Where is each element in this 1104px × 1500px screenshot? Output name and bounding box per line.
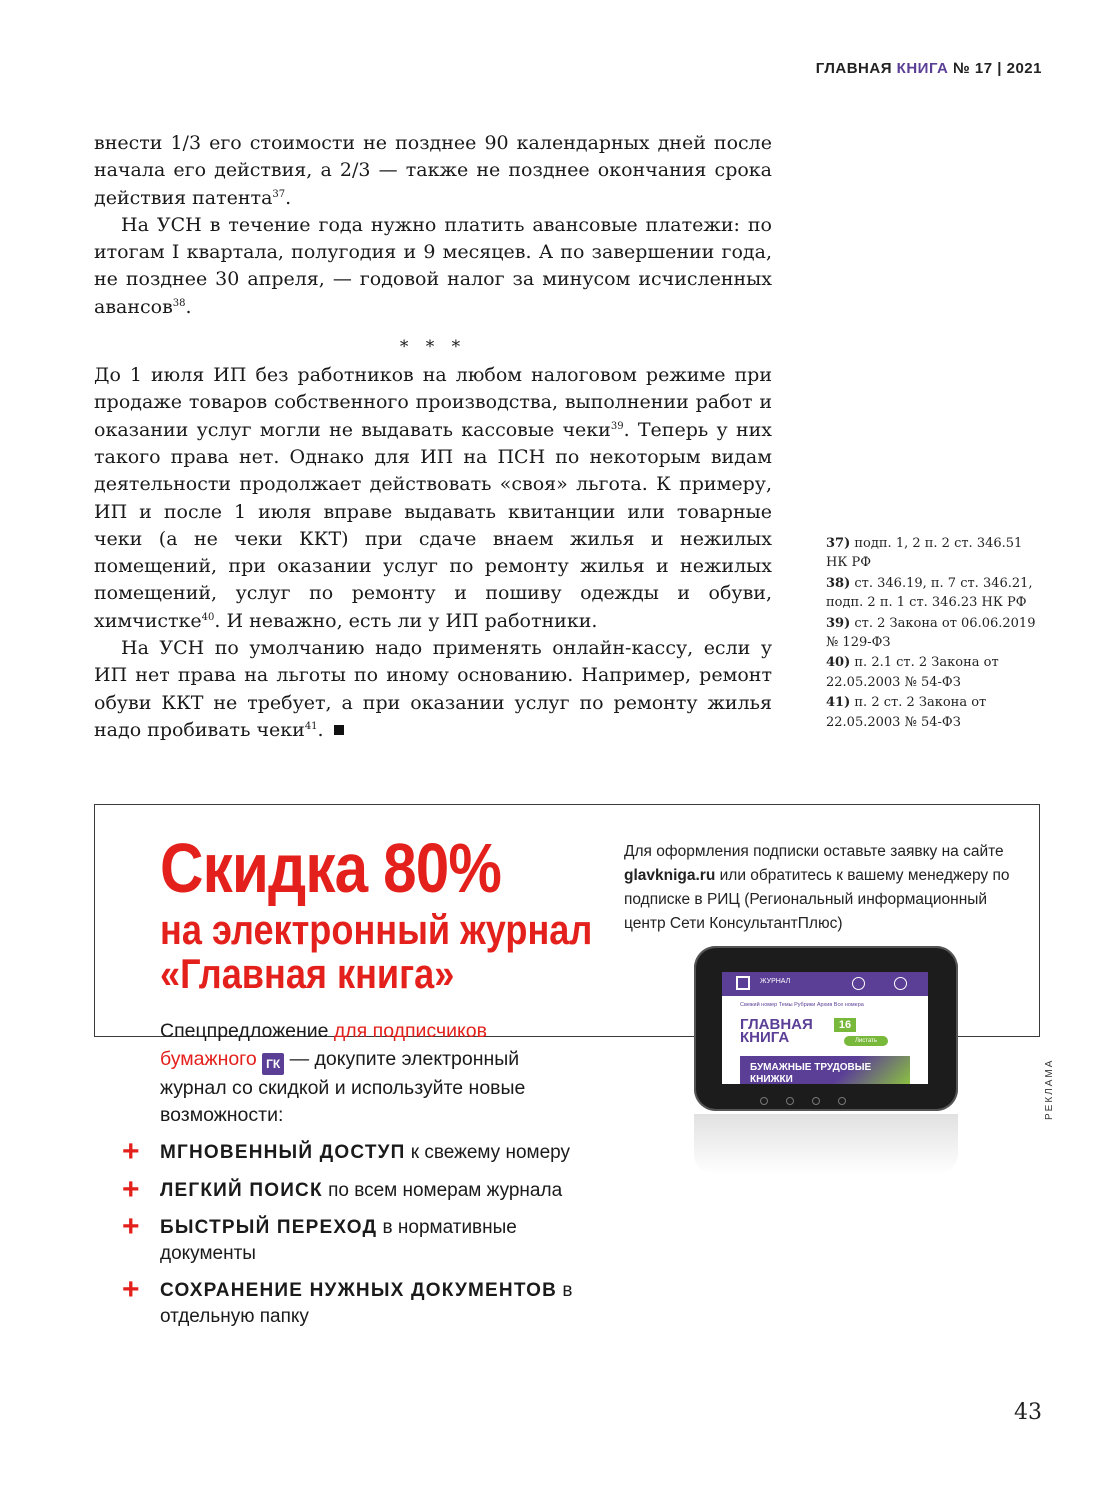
tablet-screen <box>722 972 928 1084</box>
paragraph-1-text: внести 1/3 его стоимости не позднее 90 календарных дней после начала его действия, а 2/3 — также не позднее окончания срока действия патента <box>94 132 772 209</box>
paragraph-4-text: На УСН по умолчанию надо применять онлайн-кассу, если у ИП нет права на льготы по иному основанию. Например, ремонт обуви ККТ не требует, а при оказании услуг по ремонту жилья надо пробивать чеки <box>94 637 772 741</box>
section-separator: * * * <box>399 337 467 358</box>
home-icon <box>736 976 750 990</box>
feature-desc: к свежему номеру <box>410 1142 570 1163</box>
screen-logo-line2: КНИГА <box>740 1029 790 1046</box>
glavkniga-link[interactable]: glavkniga.ru <box>624 867 716 884</box>
feature-item <box>122 1273 592 1329</box>
footnote-text: п. 2 ст. 2 Закона от 22.05.2003 № 54-ФЗ <box>826 695 987 730</box>
footnote-text: ст. 346.19, п. 7 ст. 346.21, подп. 2 п. 1 ст. 346.23 НК РФ <box>826 575 1033 611</box>
feature-desc: в отдельную папку <box>160 1280 573 1327</box>
tablet-button-icon <box>786 1097 794 1105</box>
footnote-ref-38[interactable]: 38 <box>172 297 186 309</box>
issue-label: № 17 | 2021 <box>953 60 1042 77</box>
paragraph-1: внести 1/3 его стоимости не позднее 90 календарных дней после начала его действия, а 2/3 — также не позднее окончания срока действия патента$^{37}$. <box>94 132 772 209</box>
paragraph-2: На УСН в течение года нужно платить авансовые платежи: по итогам I квартала, полугодия и 9 месяцев. А по завершении года, не позднее 30 апреля, — годовой налог за минусом исчисленных авансов$^{38}$. <box>94 213 772 318</box>
screen-logo-line1: ГЛАВНАЯ <box>740 1016 813 1033</box>
lead-text-2: — докупите электронный журнал со скидкой и используйте новые возможности: <box>160 1047 526 1126</box>
feature-item <box>122 1172 592 1206</box>
brand-part2: КНИГА <box>896 60 949 77</box>
ad-headline: Скидка 80% <box>160 829 502 907</box>
paragraph-4: На УСН по умолчанию надо применять онлайн-кассу, если у ИП нет права на льготы по иному основанию. Например, ремонт обуви ККТ не требует, а при оказании услуг по ремонту жилья надо пробивать чеки$^{41}$. <box>94 637 772 741</box>
feature-item <box>122 1135 592 1168</box>
screen-logo <box>740 1018 813 1044</box>
plus-icon: + <box>122 1135 140 1168</box>
article-body <box>94 130 772 744</box>
footnote-number: 39) <box>826 615 851 631</box>
feature-key: ЛЕГКИЙ ПОИСК <box>160 1179 323 1201</box>
screen-read-button: Листать <box>844 1036 888 1046</box>
footnote-37 <box>826 534 1046 573</box>
tablet-button-icon <box>760 1097 768 1105</box>
feature-item <box>122 1210 592 1266</box>
user-icon <box>894 977 907 990</box>
footnote-ref-40[interactable]: 40 <box>201 611 215 623</box>
footnote-text: п. 2.1 ст. 2 Закона от 22.05.2003 № 54-ФЗ <box>826 655 999 690</box>
ad-subscription-info <box>624 840 1024 936</box>
brand-part1: ГЛАВНАЯ <box>815 60 892 77</box>
footnote-number: 37) <box>826 536 851 551</box>
plus-icon: + <box>122 1210 140 1243</box>
subscription-text-1: Для оформления подписки оставьте заявку на сайте <box>624 843 1004 860</box>
screen-issue-number: 16 <box>834 1018 856 1032</box>
paragraph-3-text-c: . И неважно, есть ли у ИП работники. <box>214 609 598 632</box>
footnote-ref-37[interactable]: 37 <box>272 188 286 200</box>
paragraph-3-text-b: . Теперь у них такого права нет. Однако для ИП на ПСН по некоторым видам деятельности продолжает действовать «своя» льгота. К примеру, ИП и после 1 июля вправе выдавать квитанции или товарные чеки (а не чеки ККТ) при сдаче внаем жилья и нежилых помещений, при оказании услуг по ремонту жилья и нежилых помещений, услуг по ремонту и пошиву одежды и обуви, химчистке <box>94 418 772 632</box>
end-of-article-mark <box>334 725 344 735</box>
footnote-number: 41) <box>826 695 851 711</box>
tablet-reflection <box>694 1114 958 1174</box>
tablet-buttons <box>760 1090 900 1100</box>
feature-desc: в нормативные документы <box>160 1217 517 1264</box>
paragraph-2-text: На УСН в течение года нужно платить авансовые платежи: по итогам I квартала, полугодия и 9 месяцев. А по завершении года, не позднее 30 апреля, — годовой налог за минусом исчисленных авансов <box>94 213 772 318</box>
footnote-ref-39[interactable]: 39 <box>610 420 624 432</box>
footnote-text: ст. 2 Закона от 06.06.2019 № 129-ФЗ <box>826 615 1036 651</box>
ad-lead-text <box>160 1018 560 1130</box>
footnote-ref-41[interactable]: 41 <box>304 720 318 732</box>
tablet-button-icon <box>838 1097 846 1105</box>
page-number: 43 <box>1014 1400 1042 1425</box>
plus-icon: + <box>122 1172 140 1206</box>
screen-card-text: БУМАЖНЫЕ ТРУДОВЫЕ КНИЖКИ <box>750 1062 872 1084</box>
feature-desc: по всем номерам журнала <box>328 1179 563 1201</box>
footnote-40 <box>826 653 1046 692</box>
ad-subheadline: на электронный журнал «Главная книга» <box>160 906 593 997</box>
footnote-38 <box>826 574 1046 613</box>
running-header <box>816 60 1042 77</box>
lead-text-1: Спецпредложение <box>160 1020 329 1042</box>
screen-menu-label: ЖУРНАЛ <box>760 978 791 985</box>
subscription-text-2: или обратитесь к вашему менеджеру по подписке в РИЦ (Региональный информационный центр Сети КонсультантПлюс) <box>624 867 1010 932</box>
tablet-button-icon <box>812 1097 820 1105</box>
plus-icon: + <box>122 1273 140 1306</box>
paragraph-3 <box>94 362 772 635</box>
footnote-41 <box>826 693 1046 732</box>
ad-feature-list <box>122 1135 592 1341</box>
screen-top-bar <box>722 972 928 996</box>
footnotes <box>826 534 1046 733</box>
footnote-number: 40) <box>826 655 851 671</box>
footnote-number: 38) <box>826 575 851 591</box>
feature-key: МГНОВЕННЫЙ ДОСТУП <box>160 1142 406 1163</box>
paragraph-3-text-a: До 1 июля ИП без работников на любом налоговом режиме при продаже товаров собственного производства, выполнении работ и оказании услуг могли не выдавать кассовые чеки <box>94 364 772 441</box>
screen-nav: Свежий номер Темы Рубрики Архив Все номера <box>740 1002 864 1008</box>
search-icon <box>852 977 865 990</box>
footnote-39 <box>826 614 1046 653</box>
advertisement-label: РЕКЛАМА <box>1044 1058 1055 1120</box>
feature-key: БЫСТРЫЙ ПЕРЕХОД <box>160 1217 378 1238</box>
feature-key: СОХРАНЕНИЕ НУЖНЫХ ДОКУМЕНТОВ <box>160 1280 558 1301</box>
screen-feature-card <box>740 1056 910 1084</box>
lead-text-highlight: для подписчиков бумажного <box>160 1020 487 1070</box>
footnote-text: подп. 1, 2 п. 2 ст. 346.51 НК РФ <box>826 536 1023 571</box>
gk-logo-icon: ГК <box>262 1053 284 1075</box>
